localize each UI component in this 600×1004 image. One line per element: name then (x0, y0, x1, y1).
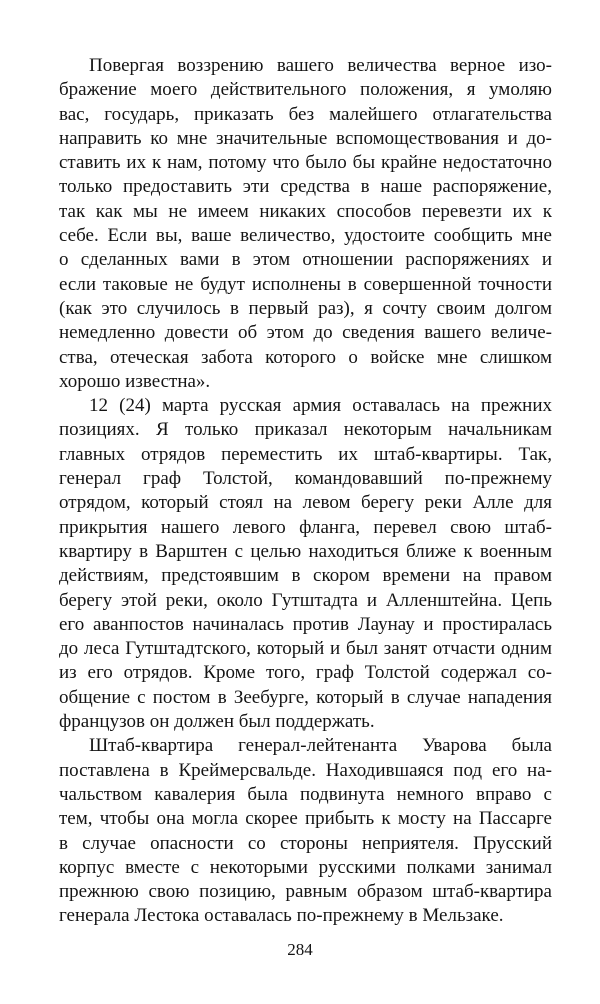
text-line: общение с постом в Зеебурге, который в случае нападения (59, 686, 552, 708)
text-line: до леса Гутштадтского, который и был занят отчасти одним (59, 638, 552, 660)
paragraph-2 (59, 394, 552, 734)
text-line: действиям, предстоявшим в скором времени на правом (59, 565, 552, 587)
text-line: Штаб-квартира генерал-лейтенанта Уварова была (89, 735, 552, 757)
paragraph-3 (59, 734, 552, 928)
text-line: бражение моего действительного положения, я умоляю (59, 79, 552, 101)
text-line: его аванпостов начиналась против Лаунау и простиралась (59, 613, 552, 635)
text-line: себе. Если вы, ваше величество, удостоите сообщить мне (59, 225, 552, 247)
text-line: французов он должен был поддержать. (59, 711, 375, 733)
text-line: берегу этой реки, около Гутштадта и Алленштейна. Цепь (59, 589, 552, 611)
text-line: ства, отеческая забота которого о войске мне слишком (59, 346, 552, 368)
text-line: прежнюю свою позицию, равным образом штаб-квартира (59, 881, 552, 903)
text-line: квартиру в Варштен с целью находиться ближе к военным (59, 540, 552, 562)
text-line: генерал граф Толстой, командовавший по-прежнему (59, 468, 552, 490)
text-line: чальством кавалерия была подвинута немного вправо с (59, 783, 552, 805)
text-line: если таковые не будут исполнены в совершенной точности (59, 273, 552, 295)
page-number: 284 (287, 940, 313, 959)
text-line: в случае опасности со стороны неприятеля. Прусский (59, 832, 552, 854)
text-line: ставить их к нам, потому что было бы крайне недостаточно (59, 152, 552, 174)
text-line: главных отрядов переместить их штаб-квартиры. Так, (59, 443, 552, 465)
text-line: Повергая воззрению вашего величества верное изо- (89, 55, 552, 76)
text-line: отрядом, который стоял на левом берегу реки Алле для (59, 492, 552, 514)
text-line: поставлена в Креймерсвальде. Находившаяся под его на- (59, 759, 552, 781)
text-line: (как это случилось в первый раз), я сочту своим долгом (59, 297, 552, 319)
text-line: направить ко мне значительные вспомоществования и до- (59, 127, 552, 149)
text-line: о сделанных вами в этом отношении распоряжениях и (59, 249, 552, 271)
text-line: позициях. Я только приказал некоторым начальникам (59, 419, 552, 441)
text-line: из его отрядов. Кроме того, граф Толстой содержал со- (59, 662, 552, 684)
text-line: хорошо известна». (59, 370, 211, 392)
paragraph-1 (59, 54, 552, 394)
text-line: так как мы не имеем никаких способов перевезти их к (59, 200, 552, 222)
body-text (59, 54, 552, 929)
text-line: вас, государь, приказать без малейшего отлагательства (59, 103, 552, 125)
text-line: прикрытия нашего левого фланга, перевел свою штаб- (59, 516, 552, 538)
text-line: корпус вместе с некоторыми русскими полками занимал (59, 856, 552, 878)
text-line: 12 (24) марта русская армия оставалась на прежних (89, 395, 552, 417)
text-line: немедленно довести об этом до сведения вашего величе- (59, 322, 552, 344)
text-line: генерала Лестока оставалась по-прежнему в Мельзаке. (59, 905, 504, 927)
text-line: тем, чтобы она могла скорее прибыть к мосту на Пассарге (59, 808, 552, 830)
text-line: только предоставить эти средства в наше распоряжение, (59, 176, 552, 198)
